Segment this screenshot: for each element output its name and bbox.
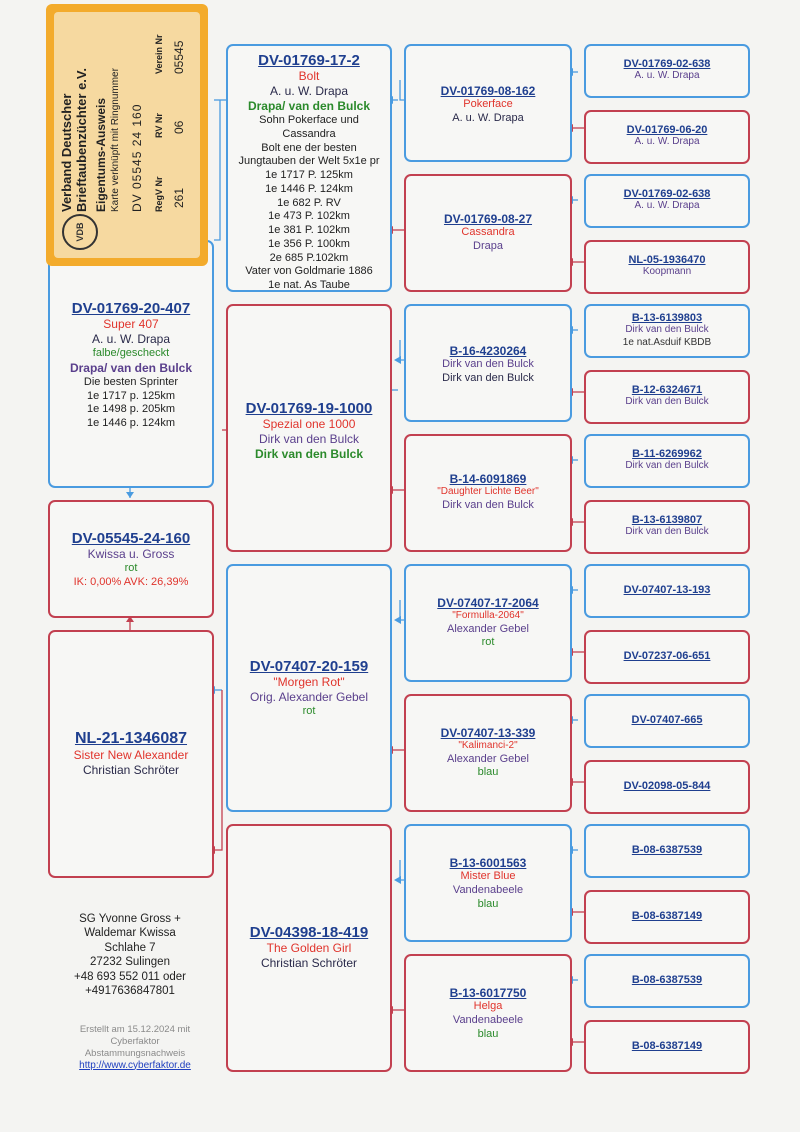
dd-box[interactable] bbox=[226, 824, 392, 1072]
g3-color: blau bbox=[477, 766, 499, 779]
card-org-line1: Verband Deutscher bbox=[59, 93, 74, 212]
sire-name: Super 407 bbox=[103, 317, 159, 331]
card-org bbox=[60, 68, 90, 212]
g4-box[interactable] bbox=[584, 760, 750, 814]
g4-ring[interactable]: DV-07237-06-651 bbox=[623, 650, 711, 662]
ss-note: Jungtauben der Welt 5x1e pr bbox=[238, 155, 380, 168]
ss-note: 1e 473 P. 102km bbox=[268, 210, 350, 223]
subject-box[interactable] bbox=[48, 500, 214, 618]
ss-note: Cassandra bbox=[282, 127, 336, 140]
g3-breeder: Alexander Gebel bbox=[447, 752, 529, 765]
sire-color: falbe/gescheckt bbox=[92, 347, 170, 359]
card-header-rv: RV Nr bbox=[154, 113, 164, 138]
card-org-line2: Brieftaubenzüchter e.V. bbox=[73, 67, 89, 212]
ss-note: 1e 1446 P. 124km bbox=[265, 182, 353, 195]
dd-ring[interactable]: DV-04398-18-419 bbox=[249, 924, 369, 941]
g4-note: 1e nat.Asduif KBDB bbox=[622, 336, 712, 348]
g4-box[interactable] bbox=[584, 890, 750, 944]
g3-ring[interactable]: B-14-6091869 bbox=[449, 472, 527, 486]
g4-ring[interactable]: B-08-6387149 bbox=[631, 910, 703, 922]
g4-box[interactable] bbox=[584, 1020, 750, 1074]
address-line: +4917636847801 bbox=[85, 984, 175, 997]
g3-box[interactable] bbox=[404, 434, 572, 552]
g4-box[interactable] bbox=[584, 434, 750, 488]
ss-breeder: A. u. W. Drapa bbox=[269, 84, 349, 98]
g3-name: Pokerface bbox=[463, 98, 513, 110]
sire-ring[interactable]: DV-01769-20-407 bbox=[71, 300, 191, 317]
ownership-card-inner bbox=[54, 12, 200, 258]
g4-ring[interactable]: B-08-6387149 bbox=[631, 1040, 703, 1052]
g4-ring[interactable]: NL-05-1936470 bbox=[628, 254, 706, 266]
card-title: Eigentums-Ausweis bbox=[94, 97, 108, 212]
ss-note: Bolt ene der besten bbox=[261, 141, 357, 154]
g4-box[interactable] bbox=[584, 824, 750, 878]
dd-name: The Golden Girl bbox=[266, 941, 352, 955]
ss-note: 1e 682 P. RV bbox=[277, 196, 341, 209]
g3-ring[interactable]: B-13-6001563 bbox=[449, 856, 527, 870]
card-value-verein: 05545 bbox=[172, 40, 186, 74]
card-ring: DV 05545 24 160 bbox=[130, 103, 144, 212]
g3-breeder: Dirk van den Bulck bbox=[442, 358, 534, 370]
sd-origin: Dirk van den Bulck bbox=[254, 447, 364, 461]
sire-box[interactable] bbox=[48, 240, 214, 488]
g4-box[interactable] bbox=[584, 564, 750, 618]
g4-ring[interactable]: B-13-6139803 bbox=[631, 312, 703, 324]
g3-name: "Formulla-2064" bbox=[452, 610, 524, 621]
g3-box[interactable] bbox=[404, 824, 572, 942]
g3-color: rot bbox=[481, 636, 495, 649]
association-logo-icon: VDB bbox=[62, 214, 98, 250]
ds-breeder: Orig. Alexander Gebel bbox=[249, 690, 369, 704]
footer-link[interactable]: http://www.cyberfaktor.de bbox=[79, 1059, 191, 1071]
ss-note: Vater von Goldmarie 1886 bbox=[245, 265, 373, 278]
sire-note: 1e 1446 p. 124km bbox=[86, 417, 176, 429]
g4-breeder: Dirk van den Bulck bbox=[625, 526, 709, 537]
g4-ring[interactable]: B-11-6269962 bbox=[632, 448, 702, 460]
ds-ring[interactable]: DV-07407-20-159 bbox=[249, 658, 369, 675]
g4-breeder: A. u. W. Drapa bbox=[634, 200, 700, 211]
g4-breeder: Dirk van den Bulck bbox=[625, 460, 709, 471]
sd-ring[interactable]: DV-01769-19-1000 bbox=[245, 400, 373, 417]
dam-box[interactable] bbox=[48, 630, 214, 878]
g4-breeder: A. u. W. Drapa bbox=[634, 136, 700, 147]
sire-breeder: A. u. W. Drapa bbox=[91, 332, 171, 346]
g3-box[interactable] bbox=[404, 174, 572, 292]
card-value-reg: 261 bbox=[172, 187, 186, 208]
dam-name: Sister New Alexander bbox=[73, 748, 189, 762]
g3-breeder: Alexander Gebel bbox=[447, 622, 529, 635]
dam-ring[interactable]: NL-21-1346087 bbox=[74, 730, 188, 747]
g3-box[interactable] bbox=[404, 304, 572, 422]
g3-name: "Daughter Lichte Beer" bbox=[437, 486, 539, 497]
g4-breeder: Dirk van den Bulck bbox=[625, 324, 709, 335]
sire-note: 1e 1717 p. 125km bbox=[86, 389, 176, 402]
g4-breeder: Koopmann bbox=[642, 266, 692, 277]
g4-ring[interactable]: DV-07407-665 bbox=[631, 714, 703, 726]
g3-color: blau bbox=[477, 1027, 499, 1040]
g4-ring[interactable]: DV-01769-02-638 bbox=[623, 188, 711, 200]
owner-address bbox=[50, 912, 210, 998]
g4-box[interactable] bbox=[584, 370, 750, 424]
g4-ring[interactable]: B-08-6387539 bbox=[631, 844, 703, 856]
address-line: Waldemar Kwissa bbox=[84, 927, 176, 940]
g4-box[interactable] bbox=[584, 110, 750, 164]
ownership-card-content bbox=[54, 10, 200, 256]
g3-breeder: Dirk van den Bulck bbox=[442, 498, 534, 511]
sire-note: Die besten Sprinter bbox=[83, 375, 179, 388]
footer bbox=[50, 1024, 220, 1072]
address-line: +48 693 552 011 oder bbox=[73, 970, 186, 983]
g3-box[interactable] bbox=[404, 954, 572, 1072]
g4-ring[interactable]: DV-01769-06-20 bbox=[626, 124, 708, 136]
g3-name: Mister Blue bbox=[460, 870, 516, 882]
ownership-card bbox=[46, 4, 208, 266]
g3-box[interactable] bbox=[404, 564, 572, 682]
g4-box[interactable] bbox=[584, 954, 750, 1008]
ss-note: 1e 381 P. 102km bbox=[268, 224, 350, 236]
g4-breeder: A. u. W. Drapa bbox=[634, 70, 700, 81]
g4-box[interactable] bbox=[584, 240, 750, 294]
ss-box[interactable] bbox=[226, 44, 392, 292]
g3-ring[interactable]: B-13-6017750 bbox=[449, 986, 527, 1000]
g4-ring[interactable]: B-08-6387539 bbox=[631, 974, 703, 986]
dd-breeder: Christian Schröter bbox=[260, 956, 358, 970]
footer-doc: Abstammungsnachweis bbox=[84, 1047, 186, 1059]
subject-ring[interactable]: DV-05545-24-160 bbox=[71, 530, 191, 547]
g3-ring[interactable]: B-16-4230264 bbox=[449, 344, 527, 358]
subject-breeder: Kwissa u. Gross bbox=[87, 547, 175, 561]
g4-box[interactable] bbox=[584, 630, 750, 684]
dam-breeder: Christian Schröter bbox=[82, 763, 180, 777]
g4-ring[interactable]: B-13-6139807 bbox=[631, 514, 703, 526]
g3-ring[interactable]: DV-01769-08-27 bbox=[443, 212, 533, 226]
ss-note: Sohn Pokerface und bbox=[259, 114, 359, 126]
sd-name: Spezial one 1000 bbox=[262, 417, 356, 431]
g3-name: "Kalimanci-2" bbox=[458, 740, 518, 751]
ds-color: rot bbox=[302, 705, 316, 717]
footer-software: Cyberfaktor bbox=[110, 1035, 160, 1047]
g3-ring[interactable]: DV-01769-08-162 bbox=[440, 84, 536, 98]
ss-ring[interactable]: DV-01769-17-2 bbox=[258, 52, 360, 69]
g3-breeder: Drapa bbox=[473, 239, 503, 252]
g4-ring[interactable]: DV-02098-05-844 bbox=[623, 780, 711, 792]
g3-breeder: Dirk van den Bulck bbox=[442, 371, 534, 384]
sire-note: 1e 1498 p. 205km bbox=[86, 403, 176, 416]
g3-name: Cassandra bbox=[461, 226, 515, 238]
ss-note: 1e nat. As Taube bbox=[268, 279, 350, 291]
ss-note: 1e 1717 P. 125km bbox=[265, 169, 353, 181]
ss-note: 1e 356 P. 100km bbox=[268, 237, 350, 250]
g3-breeder: A. u. W. Drapa bbox=[452, 111, 524, 124]
g3-box[interactable] bbox=[404, 694, 572, 812]
g4-box[interactable] bbox=[584, 174, 750, 228]
ss-origin: Drapa/ van den Bulck bbox=[247, 99, 371, 113]
address-line: SG Yvonne Gross + bbox=[79, 913, 181, 925]
ds-name: "Morgen Rot" bbox=[273, 675, 345, 689]
address-line: 27232 Sulingen bbox=[90, 956, 170, 969]
g4-breeder: Dirk van den Bulck bbox=[625, 396, 709, 407]
card-header-reg: RegV Nr bbox=[154, 176, 164, 212]
ss-note: 2e 685 P.102km bbox=[269, 251, 349, 264]
g4-ring[interactable]: DV-01769-02-638 bbox=[623, 58, 711, 70]
sire-origin: Drapa/ van den Bulck bbox=[69, 360, 193, 375]
g3-name: Helga bbox=[473, 1000, 503, 1012]
address-line: Schlahe 7 bbox=[104, 941, 156, 954]
g3-breeder: Vandenabeele bbox=[452, 1013, 524, 1026]
ds-box[interactable] bbox=[226, 564, 392, 812]
g3-ring[interactable]: DV-07407-13-339 bbox=[440, 726, 536, 740]
g4-box[interactable] bbox=[584, 500, 750, 554]
g3-box[interactable] bbox=[404, 44, 572, 162]
card-header-verein: Verein Nr bbox=[154, 34, 164, 74]
subject-color: rot bbox=[124, 562, 138, 574]
g4-box[interactable] bbox=[584, 44, 750, 98]
g4-box[interactable] bbox=[584, 694, 750, 748]
g4-box[interactable] bbox=[584, 304, 750, 358]
sd-breeder: Dirk van den Bulck bbox=[258, 432, 360, 446]
g4-ring[interactable]: B-12-6324671 bbox=[631, 384, 703, 396]
footer-created: Erstellt am 15.12.2024 mit bbox=[79, 1024, 191, 1035]
g3-color: blau bbox=[477, 897, 499, 910]
sd-box[interactable] bbox=[226, 304, 392, 552]
card-subtitle: Karte verknüpft mit Ringnummer bbox=[110, 68, 121, 212]
subject-stats: IK: 0,00% AVK: 26,39% bbox=[73, 575, 189, 588]
g3-ring[interactable]: DV-07407-17-2064 bbox=[437, 596, 539, 610]
card-value-rv: 06 bbox=[172, 120, 186, 134]
ss-name: Bolt bbox=[298, 69, 320, 83]
g3-breeder: Vandenabeele bbox=[452, 883, 524, 896]
g4-ring[interactable]: DV-07407-13-193 bbox=[623, 584, 711, 596]
